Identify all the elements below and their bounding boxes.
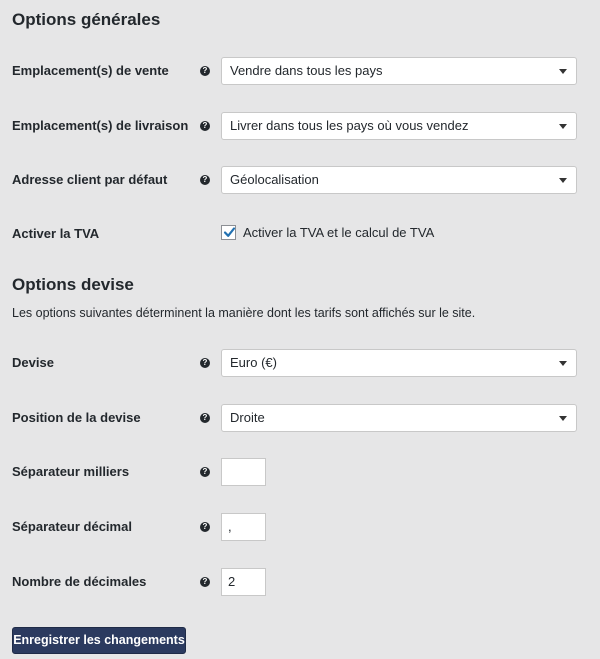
ship-locations-select[interactable]	[221, 112, 577, 140]
help-icon[interactable]: ?	[200, 522, 210, 532]
ship-locations-value: Livrer dans tous les pays où vous vendez	[230, 118, 469, 133]
currency-options-description: Les options suivantes déterminent la manière dont les tarifs sont affichés sur le site.	[12, 306, 476, 320]
currency-position-label: Position de la devise	[12, 410, 141, 425]
checkmark-icon	[223, 226, 236, 239]
tax-checkbox-label[interactable]: Activer la TVA et le calcul de TVA	[243, 225, 435, 240]
currency-value: Euro (€)	[230, 355, 277, 370]
help-icon[interactable]: ?	[200, 175, 210, 185]
help-icon[interactable]: ?	[200, 413, 210, 423]
currency-options-heading: Options devise	[12, 275, 134, 294]
help-icon[interactable]: ?	[200, 66, 210, 76]
chevron-down-icon	[559, 361, 567, 366]
general-options-heading: Options générales	[12, 10, 161, 29]
currency-position-select[interactable]	[221, 404, 577, 432]
help-icon[interactable]: ?	[200, 358, 210, 368]
chevron-down-icon	[559, 416, 567, 421]
help-icon[interactable]: ?	[200, 467, 210, 477]
chevron-down-icon	[559, 124, 567, 129]
sell-locations-select[interactable]	[221, 57, 577, 85]
tax-label: Activer la TVA	[12, 226, 100, 241]
help-icon[interactable]: ?	[200, 577, 210, 587]
currency-label: Devise	[12, 355, 54, 370]
decimals-input[interactable]: 2	[221, 568, 266, 596]
chevron-down-icon	[559, 178, 567, 183]
decimal-separator-input[interactable]: ,	[221, 513, 266, 541]
sell-locations-label: Emplacement(s) de vente	[12, 63, 169, 78]
thousand-separator-input[interactable]	[221, 458, 266, 486]
default-address-label: Adresse client par défaut	[12, 172, 168, 187]
currency-position-value: Droite	[230, 410, 265, 425]
ship-locations-label: Emplacement(s) de livraison	[12, 118, 189, 133]
default-address-select[interactable]	[221, 166, 577, 194]
sell-locations-value: Vendre dans tous les pays	[230, 63, 383, 78]
default-address-value: Géolocalisation	[230, 172, 319, 187]
currency-select[interactable]	[221, 349, 577, 377]
save-changes-button[interactable]: Enregistrer les changements	[12, 627, 186, 654]
help-icon[interactable]: ?	[200, 121, 210, 131]
tax-checkbox[interactable]	[221, 225, 236, 240]
decimal-separator-label: Séparateur décimal	[12, 519, 132, 534]
chevron-down-icon	[559, 69, 567, 74]
decimals-label: Nombre de décimales	[12, 574, 147, 589]
thousand-separator-label: Séparateur milliers	[12, 464, 130, 479]
